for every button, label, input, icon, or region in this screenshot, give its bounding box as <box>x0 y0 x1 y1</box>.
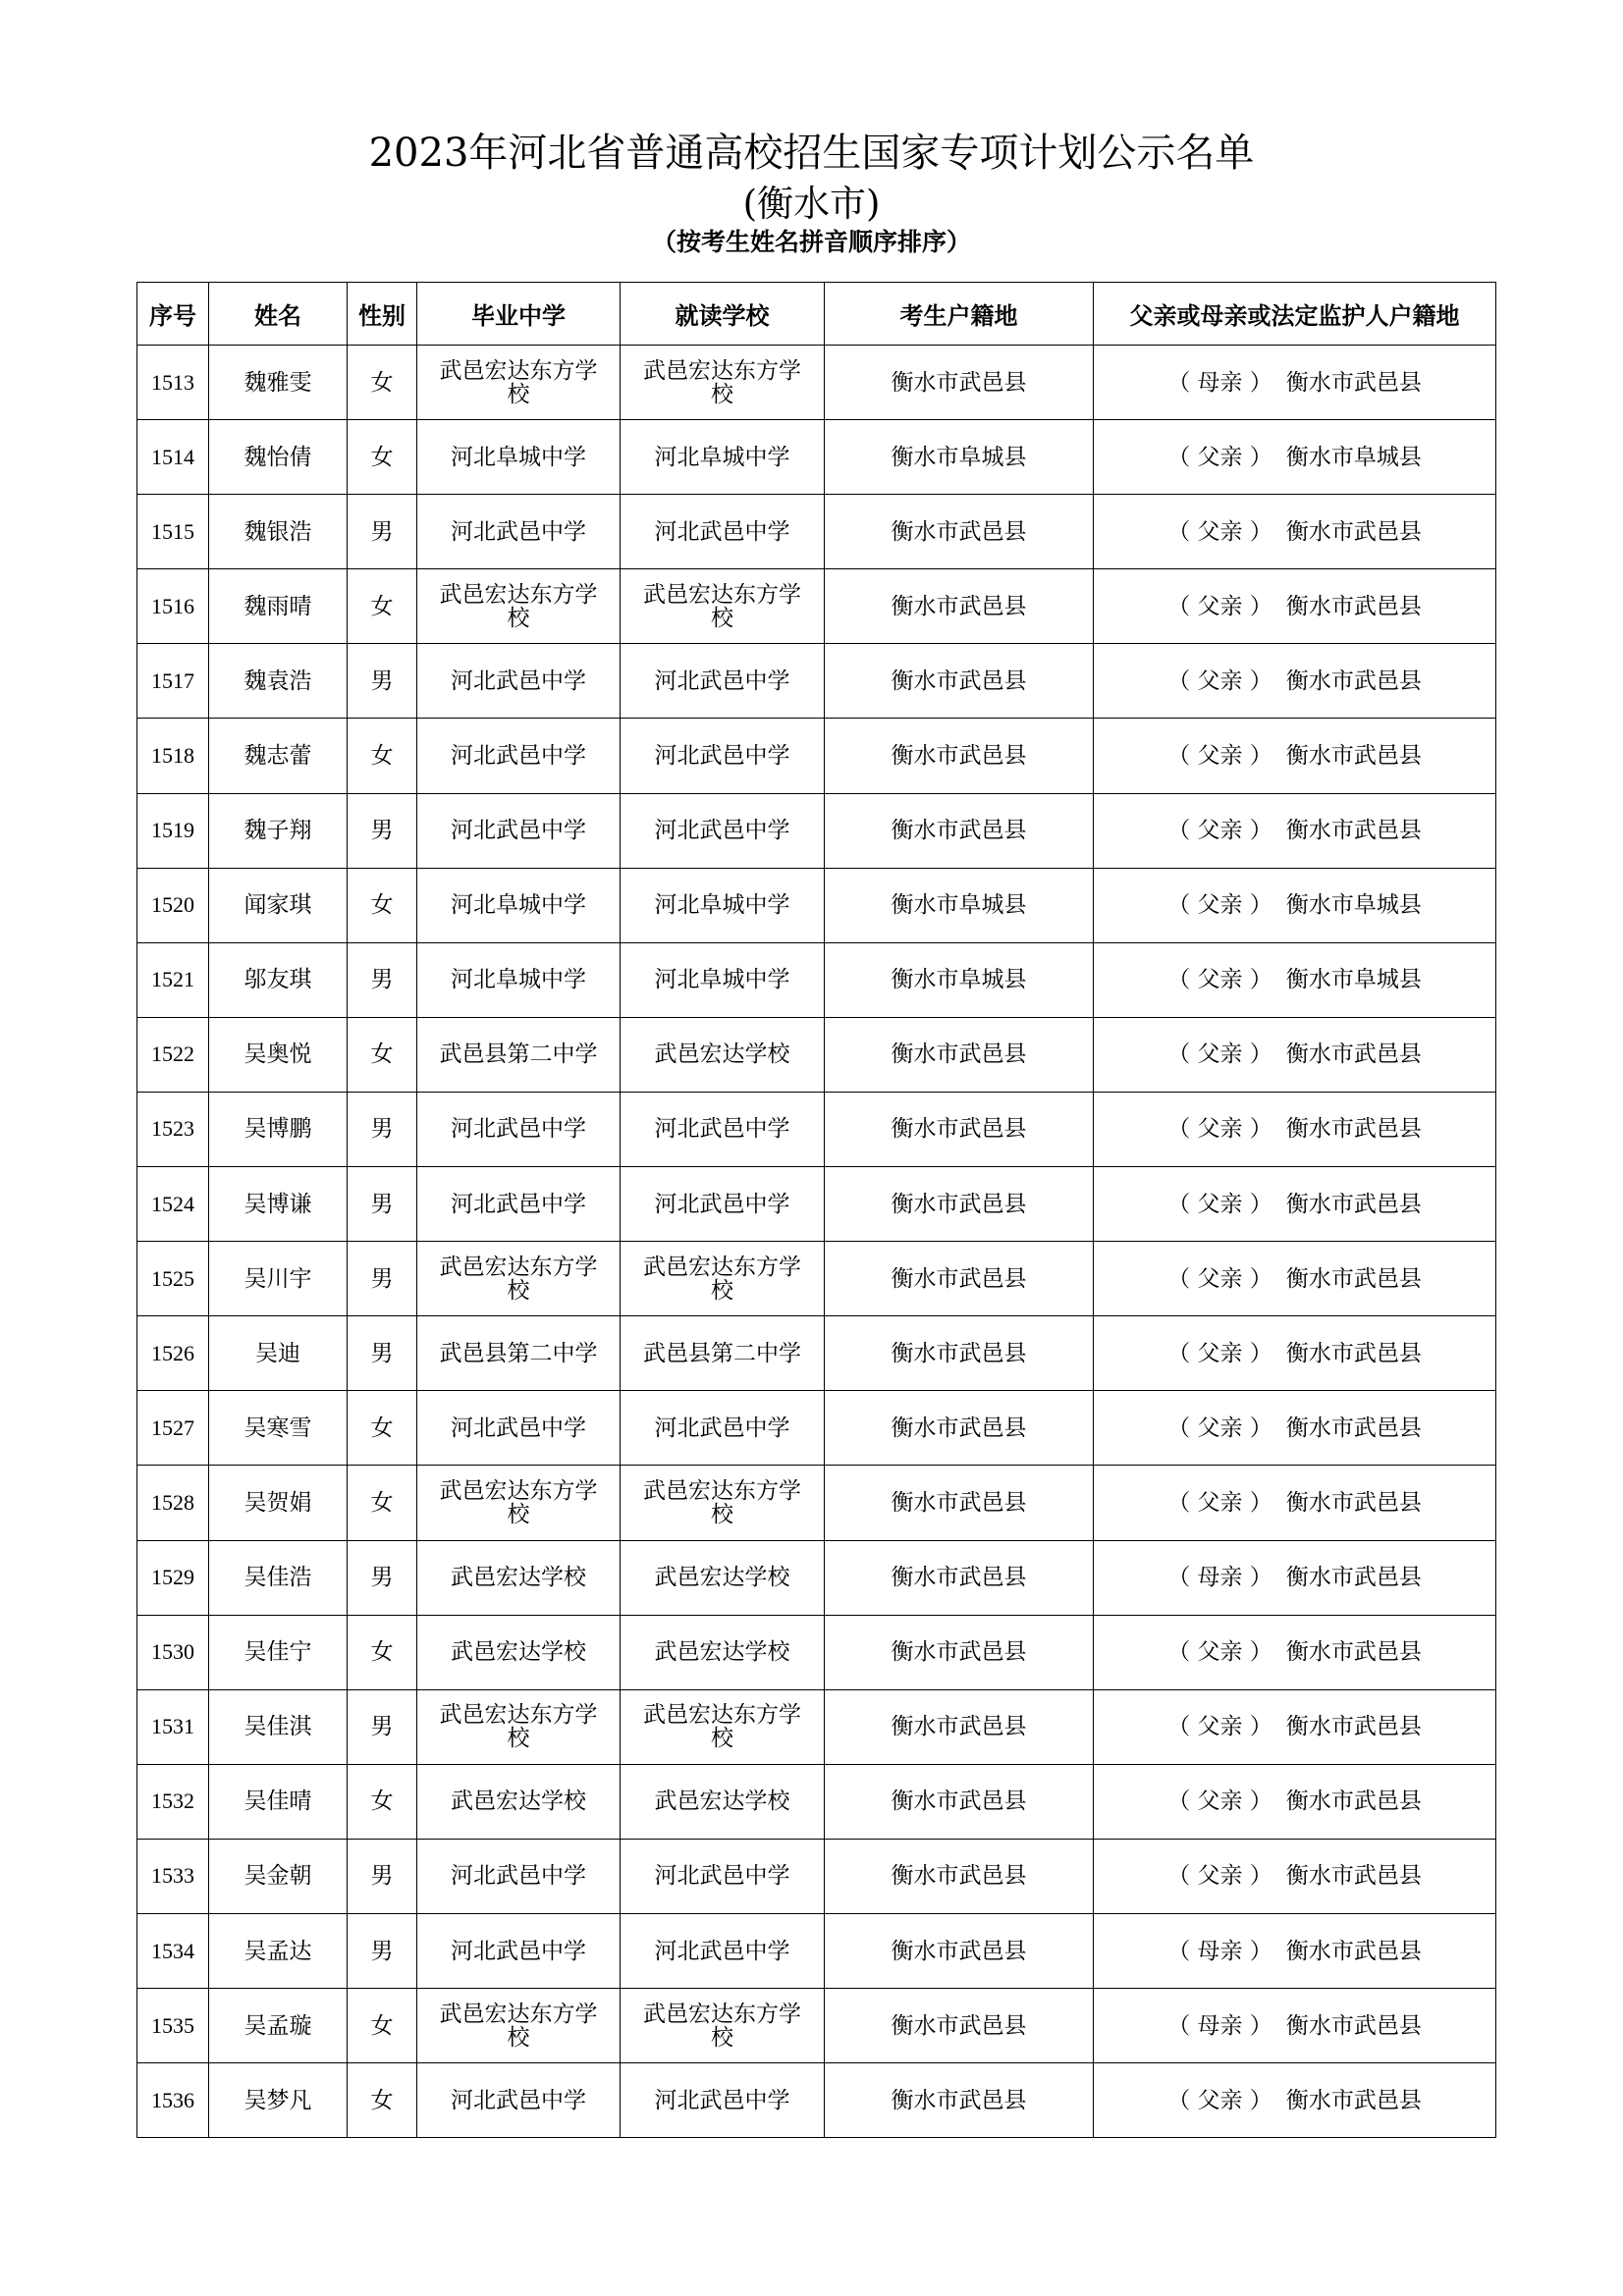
cell-grad-school: 河北阜城中学 <box>417 420 621 495</box>
table-row <box>137 1839 1496 1913</box>
guardian-residence: 衡水市武邑县 <box>1285 1714 1422 1740</box>
guardian-relation: （ 父亲 ） <box>1167 1863 1272 1890</box>
cell-grad-school: 河北武邑中学 <box>417 1913 621 1988</box>
guardian-relation: （ 父亲 ） <box>1167 1265 1272 1292</box>
cell-current-school: 武邑宏达东方学校 <box>621 1689 825 1764</box>
cell-residence: 衡水市武邑县 <box>825 644 1094 719</box>
guardian-relation: （ 母亲 ） <box>1167 369 1272 396</box>
guardian-relation: （ 父亲 ） <box>1167 1041 1272 1068</box>
cell-grad-school: 河北武邑中学 <box>417 1391 621 1466</box>
guardian-relation: （ 父亲 ） <box>1167 1789 1272 1815</box>
cell-seq: 1531 <box>137 1689 209 1764</box>
cell-current-school: 河北武邑中学 <box>621 1391 825 1466</box>
cell-name: 魏雨晴 <box>209 569 348 644</box>
cell-gender: 女 <box>348 868 417 942</box>
cell-gender: 女 <box>348 1615 417 1689</box>
cell-current-school: 河北阜城中学 <box>621 942 825 1017</box>
cell-seq: 1533 <box>137 1839 209 1913</box>
cell-gender: 女 <box>348 569 417 644</box>
table-row <box>137 1989 1496 2063</box>
cell-gender: 女 <box>348 1989 417 2063</box>
page-title: 2023年河北省普通高校招生国家专项计划公示名单 <box>368 131 1255 176</box>
roster-table <box>136 282 1496 2138</box>
cell-grad-school: 河北阜城中学 <box>417 942 621 1017</box>
cell-guardian-residence <box>1094 1391 1496 1466</box>
cell-current-school: 河北武邑中学 <box>621 1913 825 1988</box>
cell-residence: 衡水市武邑县 <box>825 495 1094 569</box>
guardian-relation: （ 父亲 ） <box>1167 743 1272 770</box>
cell-name: 吴佳晴 <box>209 1764 348 1839</box>
cell-guardian-residence <box>1094 2063 1496 2138</box>
cell-guardian-residence <box>1094 1615 1496 1689</box>
cell-seq: 1527 <box>137 1391 209 1466</box>
guardian-residence: 衡水市武邑县 <box>1285 1191 1422 1217</box>
guardian-relation: （ 母亲 ） <box>1167 1938 1272 1964</box>
cell-name: 吴博谦 <box>209 1167 348 1242</box>
cell-seq: 1521 <box>137 942 209 1017</box>
cell-name: 吴川宇 <box>209 1242 348 1316</box>
cell-grad-school: 河北武邑中学 <box>417 1092 621 1166</box>
cell-residence: 衡水市武邑县 <box>825 1316 1094 1391</box>
cell-seq: 1530 <box>137 1615 209 1689</box>
table-row <box>137 942 1496 1017</box>
table-row <box>137 1391 1496 1466</box>
guardian-relation: （ 父亲 ） <box>1167 593 1272 619</box>
guardian-relation: （ 母亲 ） <box>1167 2012 1272 2039</box>
cell-current-school: 武邑宏达东方学校 <box>621 346 825 420</box>
cell-residence: 衡水市阜城县 <box>825 942 1094 1017</box>
cell-gender: 男 <box>348 1839 417 1913</box>
cell-guardian-residence <box>1094 1839 1496 1913</box>
cell-grad-school: 河北阜城中学 <box>417 868 621 942</box>
cell-seq: 1529 <box>137 1540 209 1615</box>
cell-residence: 衡水市武邑县 <box>825 793 1094 868</box>
cell-gender: 男 <box>348 1913 417 1988</box>
cell-guardian-residence <box>1094 1242 1496 1316</box>
cell-guardian-residence <box>1094 868 1496 942</box>
cell-name: 吴孟璇 <box>209 1989 348 2063</box>
column-header-current-school: 就读学校 <box>621 283 825 346</box>
cell-gender: 女 <box>348 420 417 495</box>
cell-seq: 1528 <box>137 1466 209 1540</box>
cell-current-school: 武邑宏达东方学校 <box>621 1242 825 1316</box>
cell-grad-school: 河北武邑中学 <box>417 1167 621 1242</box>
cell-seq: 1524 <box>137 1167 209 1242</box>
cell-name: 吴佳浩 <box>209 1540 348 1615</box>
table-row <box>137 793 1496 868</box>
guardian-residence: 衡水市阜城县 <box>1285 892 1422 919</box>
cell-seq: 1532 <box>137 1764 209 1839</box>
cell-residence: 衡水市武邑县 <box>825 1913 1094 1988</box>
guardian-relation: （ 父亲 ） <box>1167 1116 1272 1143</box>
cell-residence: 衡水市武邑县 <box>825 719 1094 793</box>
table-row <box>137 346 1496 420</box>
cell-current-school: 武邑宏达东方学校 <box>621 1989 825 2063</box>
cell-grad-school: 武邑宏达学校 <box>417 1764 621 1839</box>
cell-grad-school: 武邑宏达学校 <box>417 1540 621 1615</box>
cell-gender: 女 <box>348 1466 417 1540</box>
cell-current-school: 河北武邑中学 <box>621 719 825 793</box>
table-row <box>137 1017 1496 1092</box>
cell-name: 吴佳宁 <box>209 1615 348 1689</box>
cell-current-school: 河北武邑中学 <box>621 793 825 868</box>
guardian-relation: （ 父亲 ） <box>1167 1489 1272 1516</box>
cell-current-school: 武邑县第二中学 <box>621 1316 825 1391</box>
table-row <box>137 1092 1496 1166</box>
cell-name: 魏雅雯 <box>209 346 348 420</box>
cell-residence: 衡水市武邑县 <box>825 1017 1094 1092</box>
guardian-relation: （ 父亲 ） <box>1167 667 1272 694</box>
cell-seq: 1522 <box>137 1017 209 1092</box>
cell-current-school: 武邑宏达东方学校 <box>621 569 825 644</box>
cell-current-school: 河北武邑中学 <box>621 1167 825 1242</box>
cell-name: 魏银浩 <box>209 495 348 569</box>
cell-name: 吴贺娟 <box>209 1466 348 1540</box>
cell-name: 吴梦凡 <box>209 2063 348 2138</box>
cell-guardian-residence <box>1094 1092 1496 1166</box>
guardian-relation: （ 父亲 ） <box>1167 892 1272 919</box>
cell-gender: 男 <box>348 1316 417 1391</box>
cell-name: 邬友琪 <box>209 942 348 1017</box>
cell-current-school: 河北武邑中学 <box>621 644 825 719</box>
guardian-residence: 衡水市武邑县 <box>1285 1340 1422 1366</box>
cell-guardian-residence <box>1094 942 1496 1017</box>
column-header-guardian-residence: 父亲或母亲或法定监护人户籍地 <box>1094 283 1496 346</box>
cell-current-school: 河北武邑中学 <box>621 1092 825 1166</box>
cell-gender: 女 <box>348 1764 417 1839</box>
cell-seq: 1525 <box>137 1242 209 1316</box>
guardian-relation: （ 父亲 ） <box>1167 1340 1272 1366</box>
table-row <box>137 1689 1496 1764</box>
cell-residence: 衡水市武邑县 <box>825 1764 1094 1839</box>
guardian-residence: 衡水市阜城县 <box>1285 444 1422 470</box>
cell-grad-school: 武邑宏达学校 <box>417 1615 621 1689</box>
cell-seq: 1523 <box>137 1092 209 1166</box>
table-row <box>137 1242 1496 1316</box>
cell-residence: 衡水市武邑县 <box>825 1391 1094 1466</box>
column-header-grad-school: 毕业中学 <box>417 283 621 346</box>
cell-name: 魏子翔 <box>209 793 348 868</box>
cell-guardian-residence <box>1094 644 1496 719</box>
guardian-residence: 衡水市武邑县 <box>1285 1789 1422 1815</box>
cell-gender: 女 <box>348 719 417 793</box>
cell-residence: 衡水市武邑县 <box>825 1466 1094 1540</box>
cell-grad-school: 河北武邑中学 <box>417 495 621 569</box>
column-header-name: 姓名 <box>209 283 348 346</box>
cell-current-school: 武邑宏达学校 <box>621 1615 825 1689</box>
cell-guardian-residence <box>1094 1167 1496 1242</box>
cell-residence: 衡水市武邑县 <box>825 1989 1094 2063</box>
guardian-residence: 衡水市武邑县 <box>1285 2012 1422 2039</box>
cell-gender: 男 <box>348 1242 417 1316</box>
cell-name: 魏袁浩 <box>209 644 348 719</box>
cell-grad-school: 河北武邑中学 <box>417 719 621 793</box>
cell-guardian-residence <box>1094 1913 1496 1988</box>
cell-residence: 衡水市武邑县 <box>825 1615 1094 1689</box>
guardian-residence: 衡水市武邑县 <box>1285 1863 1422 1890</box>
table-row <box>137 1615 1496 1689</box>
cell-current-school: 河北阜城中学 <box>621 420 825 495</box>
cell-guardian-residence <box>1094 420 1496 495</box>
table-row <box>137 1913 1496 1988</box>
table-row <box>137 1316 1496 1391</box>
cell-seq: 1519 <box>137 793 209 868</box>
cell-residence: 衡水市武邑县 <box>825 2063 1094 2138</box>
guardian-residence: 衡水市武邑县 <box>1285 593 1422 619</box>
cell-gender: 男 <box>348 1167 417 1242</box>
page-subtitle: (衡水市) <box>742 183 881 225</box>
table-row <box>137 644 1496 719</box>
cell-seq: 1517 <box>137 644 209 719</box>
guardian-residence: 衡水市武邑县 <box>1285 1489 1422 1516</box>
cell-name: 吴奥悦 <box>209 1017 348 1092</box>
table-body <box>137 346 1496 2138</box>
cell-current-school: 武邑宏达学校 <box>621 1017 825 1092</box>
cell-residence: 衡水市武邑县 <box>825 1689 1094 1764</box>
cell-guardian-residence <box>1094 1989 1496 2063</box>
cell-grad-school: 武邑宏达东方学校 <box>417 1989 621 2063</box>
cell-seq: 1516 <box>137 569 209 644</box>
cell-grad-school: 河北武邑中学 <box>417 644 621 719</box>
cell-residence: 衡水市武邑县 <box>825 1839 1094 1913</box>
guardian-residence: 衡水市武邑县 <box>1285 1938 1422 1964</box>
cell-name: 闻家琪 <box>209 868 348 942</box>
cell-current-school: 河北武邑中学 <box>621 1839 825 1913</box>
guardian-residence: 衡水市武邑县 <box>1285 369 1422 396</box>
guardian-relation: （ 母亲 ） <box>1167 1565 1272 1591</box>
cell-grad-school: 武邑宏达东方学校 <box>417 346 621 420</box>
cell-residence: 衡水市武邑县 <box>825 1242 1094 1316</box>
cell-grad-school: 河北武邑中学 <box>417 793 621 868</box>
guardian-relation: （ 父亲 ） <box>1167 2087 1272 2113</box>
cell-name: 吴寒雪 <box>209 1391 348 1466</box>
cell-guardian-residence <box>1094 1764 1496 1839</box>
table-row <box>137 420 1496 495</box>
cell-grad-school: 武邑宏达东方学校 <box>417 1242 621 1316</box>
guardian-relation: （ 父亲 ） <box>1167 818 1272 844</box>
guardian-residence: 衡水市武邑县 <box>1285 818 1422 844</box>
guardian-residence: 衡水市武邑县 <box>1285 1041 1422 1068</box>
cell-gender: 女 <box>348 1017 417 1092</box>
cell-residence: 衡水市阜城县 <box>825 420 1094 495</box>
guardian-residence: 衡水市武邑县 <box>1285 1116 1422 1143</box>
table-row <box>137 569 1496 644</box>
cell-seq: 1518 <box>137 719 209 793</box>
cell-seq: 1534 <box>137 1913 209 1988</box>
cell-grad-school: 武邑宏达东方学校 <box>417 569 621 644</box>
cell-grad-school: 河北武邑中学 <box>417 2063 621 2138</box>
cell-residence: 衡水市武邑县 <box>825 346 1094 420</box>
table-row <box>137 495 1496 569</box>
cell-seq: 1536 <box>137 2063 209 2138</box>
column-header-seq: 序号 <box>137 283 209 346</box>
table-row <box>137 719 1496 793</box>
cell-guardian-residence <box>1094 719 1496 793</box>
cell-name: 吴佳淇 <box>209 1689 348 1764</box>
cell-current-school: 武邑宏达学校 <box>621 1764 825 1839</box>
cell-guardian-residence <box>1094 1316 1496 1391</box>
cell-residence: 衡水市武邑县 <box>825 1540 1094 1615</box>
cell-name: 魏怡倩 <box>209 420 348 495</box>
cell-grad-school: 武邑县第二中学 <box>417 1017 621 1092</box>
guardian-residence: 衡水市武邑县 <box>1285 518 1422 545</box>
cell-current-school: 河北武邑中学 <box>621 2063 825 2138</box>
guardian-relation: （ 父亲 ） <box>1167 444 1272 470</box>
cell-name: 吴金朝 <box>209 1839 348 1913</box>
cell-seq: 1526 <box>137 1316 209 1391</box>
table-row <box>137 1167 1496 1242</box>
guardian-residence: 衡水市武邑县 <box>1285 1265 1422 1292</box>
cell-seq: 1535 <box>137 1989 209 2063</box>
guardian-relation: （ 父亲 ） <box>1167 518 1272 545</box>
cell-seq: 1515 <box>137 495 209 569</box>
table-row <box>137 2063 1496 2138</box>
cell-grad-school: 武邑宏达东方学校 <box>417 1466 621 1540</box>
table-row <box>137 1540 1496 1615</box>
sort-note: （按考生姓名拼音顺序排序） <box>651 228 971 256</box>
column-header-gender: 性别 <box>348 283 417 346</box>
cell-residence: 衡水市武邑县 <box>825 1167 1094 1242</box>
cell-guardian-residence <box>1094 495 1496 569</box>
cell-seq: 1514 <box>137 420 209 495</box>
cell-current-school: 武邑宏达学校 <box>621 1540 825 1615</box>
cell-gender: 男 <box>348 1689 417 1764</box>
cell-current-school: 河北武邑中学 <box>621 495 825 569</box>
cell-residence: 衡水市武邑县 <box>825 569 1094 644</box>
table-row <box>137 1466 1496 1540</box>
table-header-row <box>137 283 1496 346</box>
cell-name: 吴博鹏 <box>209 1092 348 1166</box>
cell-gender: 男 <box>348 1092 417 1166</box>
guardian-relation: （ 父亲 ） <box>1167 1714 1272 1740</box>
cell-guardian-residence <box>1094 346 1496 420</box>
cell-gender: 男 <box>348 644 417 719</box>
cell-residence: 衡水市武邑县 <box>825 1092 1094 1166</box>
cell-name: 魏志蕾 <box>209 719 348 793</box>
cell-grad-school: 河北武邑中学 <box>417 1839 621 1913</box>
cell-gender: 男 <box>348 1540 417 1615</box>
guardian-relation: （ 父亲 ） <box>1167 967 1272 993</box>
guardian-residence: 衡水市武邑县 <box>1285 1639 1422 1666</box>
cell-seq: 1513 <box>137 346 209 420</box>
cell-residence: 衡水市阜城县 <box>825 868 1094 942</box>
cell-guardian-residence <box>1094 1689 1496 1764</box>
cell-guardian-residence <box>1094 569 1496 644</box>
guardian-residence: 衡水市武邑县 <box>1285 667 1422 694</box>
cell-gender: 女 <box>348 346 417 420</box>
cell-guardian-residence <box>1094 1466 1496 1540</box>
guardian-residence: 衡水市武邑县 <box>1285 1565 1422 1591</box>
cell-gender: 女 <box>348 1391 417 1466</box>
cell-guardian-residence <box>1094 1540 1496 1615</box>
guardian-residence: 衡水市武邑县 <box>1285 743 1422 770</box>
cell-seq: 1520 <box>137 868 209 942</box>
cell-gender: 男 <box>348 793 417 868</box>
table-row <box>137 1764 1496 1839</box>
cell-grad-school: 武邑县第二中学 <box>417 1316 621 1391</box>
guardian-relation: （ 父亲 ） <box>1167 1639 1272 1666</box>
cell-name: 吴迪 <box>209 1316 348 1391</box>
cell-current-school: 河北阜城中学 <box>621 868 825 942</box>
guardian-residence: 衡水市武邑县 <box>1285 1415 1422 1441</box>
guardian-residence: 衡水市阜城县 <box>1285 967 1422 993</box>
guardian-residence: 衡水市武邑县 <box>1285 2087 1422 2113</box>
cell-gender: 女 <box>348 2063 417 2138</box>
column-header-residence: 考生户籍地 <box>825 283 1094 346</box>
cell-name: 吴孟达 <box>209 1913 348 1988</box>
cell-current-school: 武邑宏达东方学校 <box>621 1466 825 1540</box>
table-row <box>137 868 1496 942</box>
cell-gender: 男 <box>348 942 417 1017</box>
cell-gender: 男 <box>348 495 417 569</box>
cell-grad-school: 武邑宏达东方学校 <box>417 1689 621 1764</box>
cell-guardian-residence <box>1094 793 1496 868</box>
cell-guardian-residence <box>1094 1017 1496 1092</box>
guardian-relation: （ 父亲 ） <box>1167 1191 1272 1217</box>
guardian-relation: （ 父亲 ） <box>1167 1415 1272 1441</box>
